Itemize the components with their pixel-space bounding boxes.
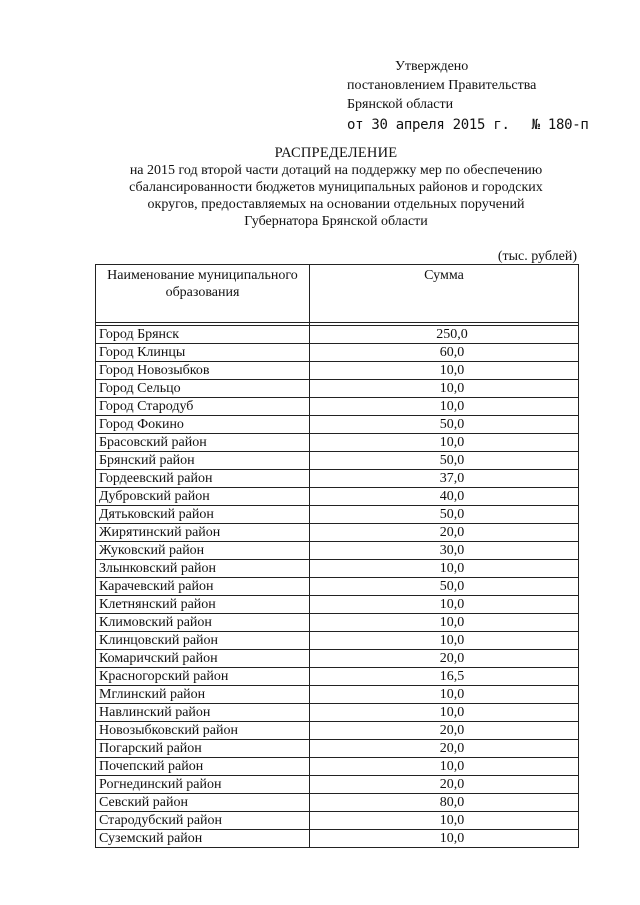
table-row	[96, 326, 579, 344]
column-header-name: Наименование муниципального образования	[96, 265, 310, 323]
amount-value: 20,0	[310, 650, 579, 668]
municipality-name: Жуковский район	[96, 542, 310, 560]
municipality-name: Злынковский район	[96, 560, 310, 578]
amount-value: 20,0	[310, 776, 579, 794]
amount-value: 60,0	[310, 344, 579, 362]
table-row	[96, 596, 579, 614]
municipality-name: Город Новозыбков	[96, 362, 310, 380]
table-row	[96, 758, 579, 776]
table-row	[96, 416, 579, 434]
amount-value: 30,0	[310, 542, 579, 560]
municipality-name: Брасовский район	[96, 434, 310, 452]
municipality-name: Суземский район	[96, 830, 310, 848]
table-row	[96, 794, 579, 812]
table-row	[96, 344, 579, 362]
units-label: (тыс. рублей)	[497, 249, 577, 264]
table-row	[96, 812, 579, 830]
approval-approved-label: Утверждено	[395, 59, 469, 74]
heading-line-2: сбалансированности бюджетов муниципальных районов и городских	[129, 180, 543, 195]
amount-value: 10,0	[310, 704, 579, 722]
municipality-name: Клинцовский район	[96, 632, 310, 650]
municipality-name: Дятьковский район	[96, 506, 310, 524]
table-row	[96, 488, 579, 506]
distribution-table	[95, 264, 579, 848]
municipality-name: Город Стародуб	[96, 398, 310, 416]
table-row	[96, 740, 579, 758]
table-row	[96, 776, 579, 794]
municipality-name: Клетнянский район	[96, 596, 310, 614]
municipality-name: Красногорский район	[96, 668, 310, 686]
municipality-name: Севский район	[96, 794, 310, 812]
amount-value: 20,0	[310, 740, 579, 758]
amount-value: 50,0	[310, 416, 579, 434]
amount-value: 10,0	[310, 830, 579, 848]
table-row	[96, 668, 579, 686]
table-row	[96, 398, 579, 416]
approval-block	[347, 57, 588, 135]
amount-value: 10,0	[310, 560, 579, 578]
amount-value: 10,0	[310, 812, 579, 830]
amount-value: 250,0	[310, 326, 579, 344]
table-row	[96, 704, 579, 722]
approval-date-line	[347, 116, 588, 135]
municipality-name: Новозыбковский район	[96, 722, 310, 740]
table-row	[96, 452, 579, 470]
municipality-name: Рогнединский район	[96, 776, 310, 794]
amount-value: 50,0	[310, 506, 579, 524]
municipality-name: Жирятинский район	[96, 524, 310, 542]
approval-number: № 180-п	[531, 117, 589, 133]
municipality-name: Климовский район	[96, 614, 310, 632]
amount-value: 20,0	[310, 524, 579, 542]
amount-value: 10,0	[310, 758, 579, 776]
municipality-name: Стародубский район	[96, 812, 310, 830]
table-row	[96, 632, 579, 650]
heading-line-4: Губернатора Брянской области	[244, 214, 428, 229]
amount-value: 10,0	[310, 380, 579, 398]
municipality-name: Почепский район	[96, 758, 310, 776]
amount-value: 10,0	[310, 614, 579, 632]
column-header-sum: Сумма	[310, 265, 579, 323]
table-row	[96, 434, 579, 452]
document-heading	[0, 145, 640, 230]
amount-value: 40,0	[310, 488, 579, 506]
heading-line-3: округов, предоставляемых на основании отдельных поручений	[147, 197, 525, 212]
municipality-name: Карачевский район	[96, 578, 310, 596]
table-body	[96, 323, 579, 848]
table-row	[96, 686, 579, 704]
municipality-name: Город Сельцо	[96, 380, 310, 398]
amount-value: 80,0	[310, 794, 579, 812]
municipality-name: Навлинский район	[96, 704, 310, 722]
table-row	[96, 578, 579, 596]
table-row	[96, 380, 579, 398]
table-row	[96, 722, 579, 740]
municipality-name: Комаричский район	[96, 650, 310, 668]
approval-date: от 30 апреля 2015 г.	[347, 117, 510, 133]
heading-line-1: на 2015 год второй части дотаций на поддержку мер по обеспечению	[129, 163, 543, 178]
table-header-row	[96, 265, 579, 323]
table-row	[96, 506, 579, 524]
municipality-name: Брянский район	[96, 452, 310, 470]
table-row	[96, 560, 579, 578]
amount-value: 16,5	[310, 668, 579, 686]
document-title: РАСПРЕДЕЛЕНИЕ	[274, 145, 398, 161]
amount-value: 10,0	[310, 596, 579, 614]
table-row	[96, 470, 579, 488]
amount-value: 10,0	[310, 434, 579, 452]
amount-value: 10,0	[310, 686, 579, 704]
amount-value: 50,0	[310, 578, 579, 596]
municipality-name: Погарский район	[96, 740, 310, 758]
approval-region-label: Брянской области	[347, 97, 454, 112]
amount-value: 10,0	[310, 632, 579, 650]
amount-value: 37,0	[310, 470, 579, 488]
amount-value: 10,0	[310, 362, 579, 380]
municipality-name: Город Фокино	[96, 416, 310, 434]
table-row	[96, 524, 579, 542]
amount-value: 20,0	[310, 722, 579, 740]
table-row	[96, 542, 579, 560]
municipality-name: Мглинский район	[96, 686, 310, 704]
municipality-name: Гордеевский район	[96, 470, 310, 488]
amount-value: 10,0	[310, 398, 579, 416]
municipality-name: Город Клинцы	[96, 344, 310, 362]
municipality-name: Дубровский район	[96, 488, 310, 506]
approval-resolution-label: постановлением Правительства	[347, 78, 537, 93]
table-row	[96, 830, 579, 848]
amount-value: 50,0	[310, 452, 579, 470]
table-row	[96, 614, 579, 632]
table-row	[96, 650, 579, 668]
table-row	[96, 362, 579, 380]
municipality-name: Город Брянск	[96, 326, 310, 344]
